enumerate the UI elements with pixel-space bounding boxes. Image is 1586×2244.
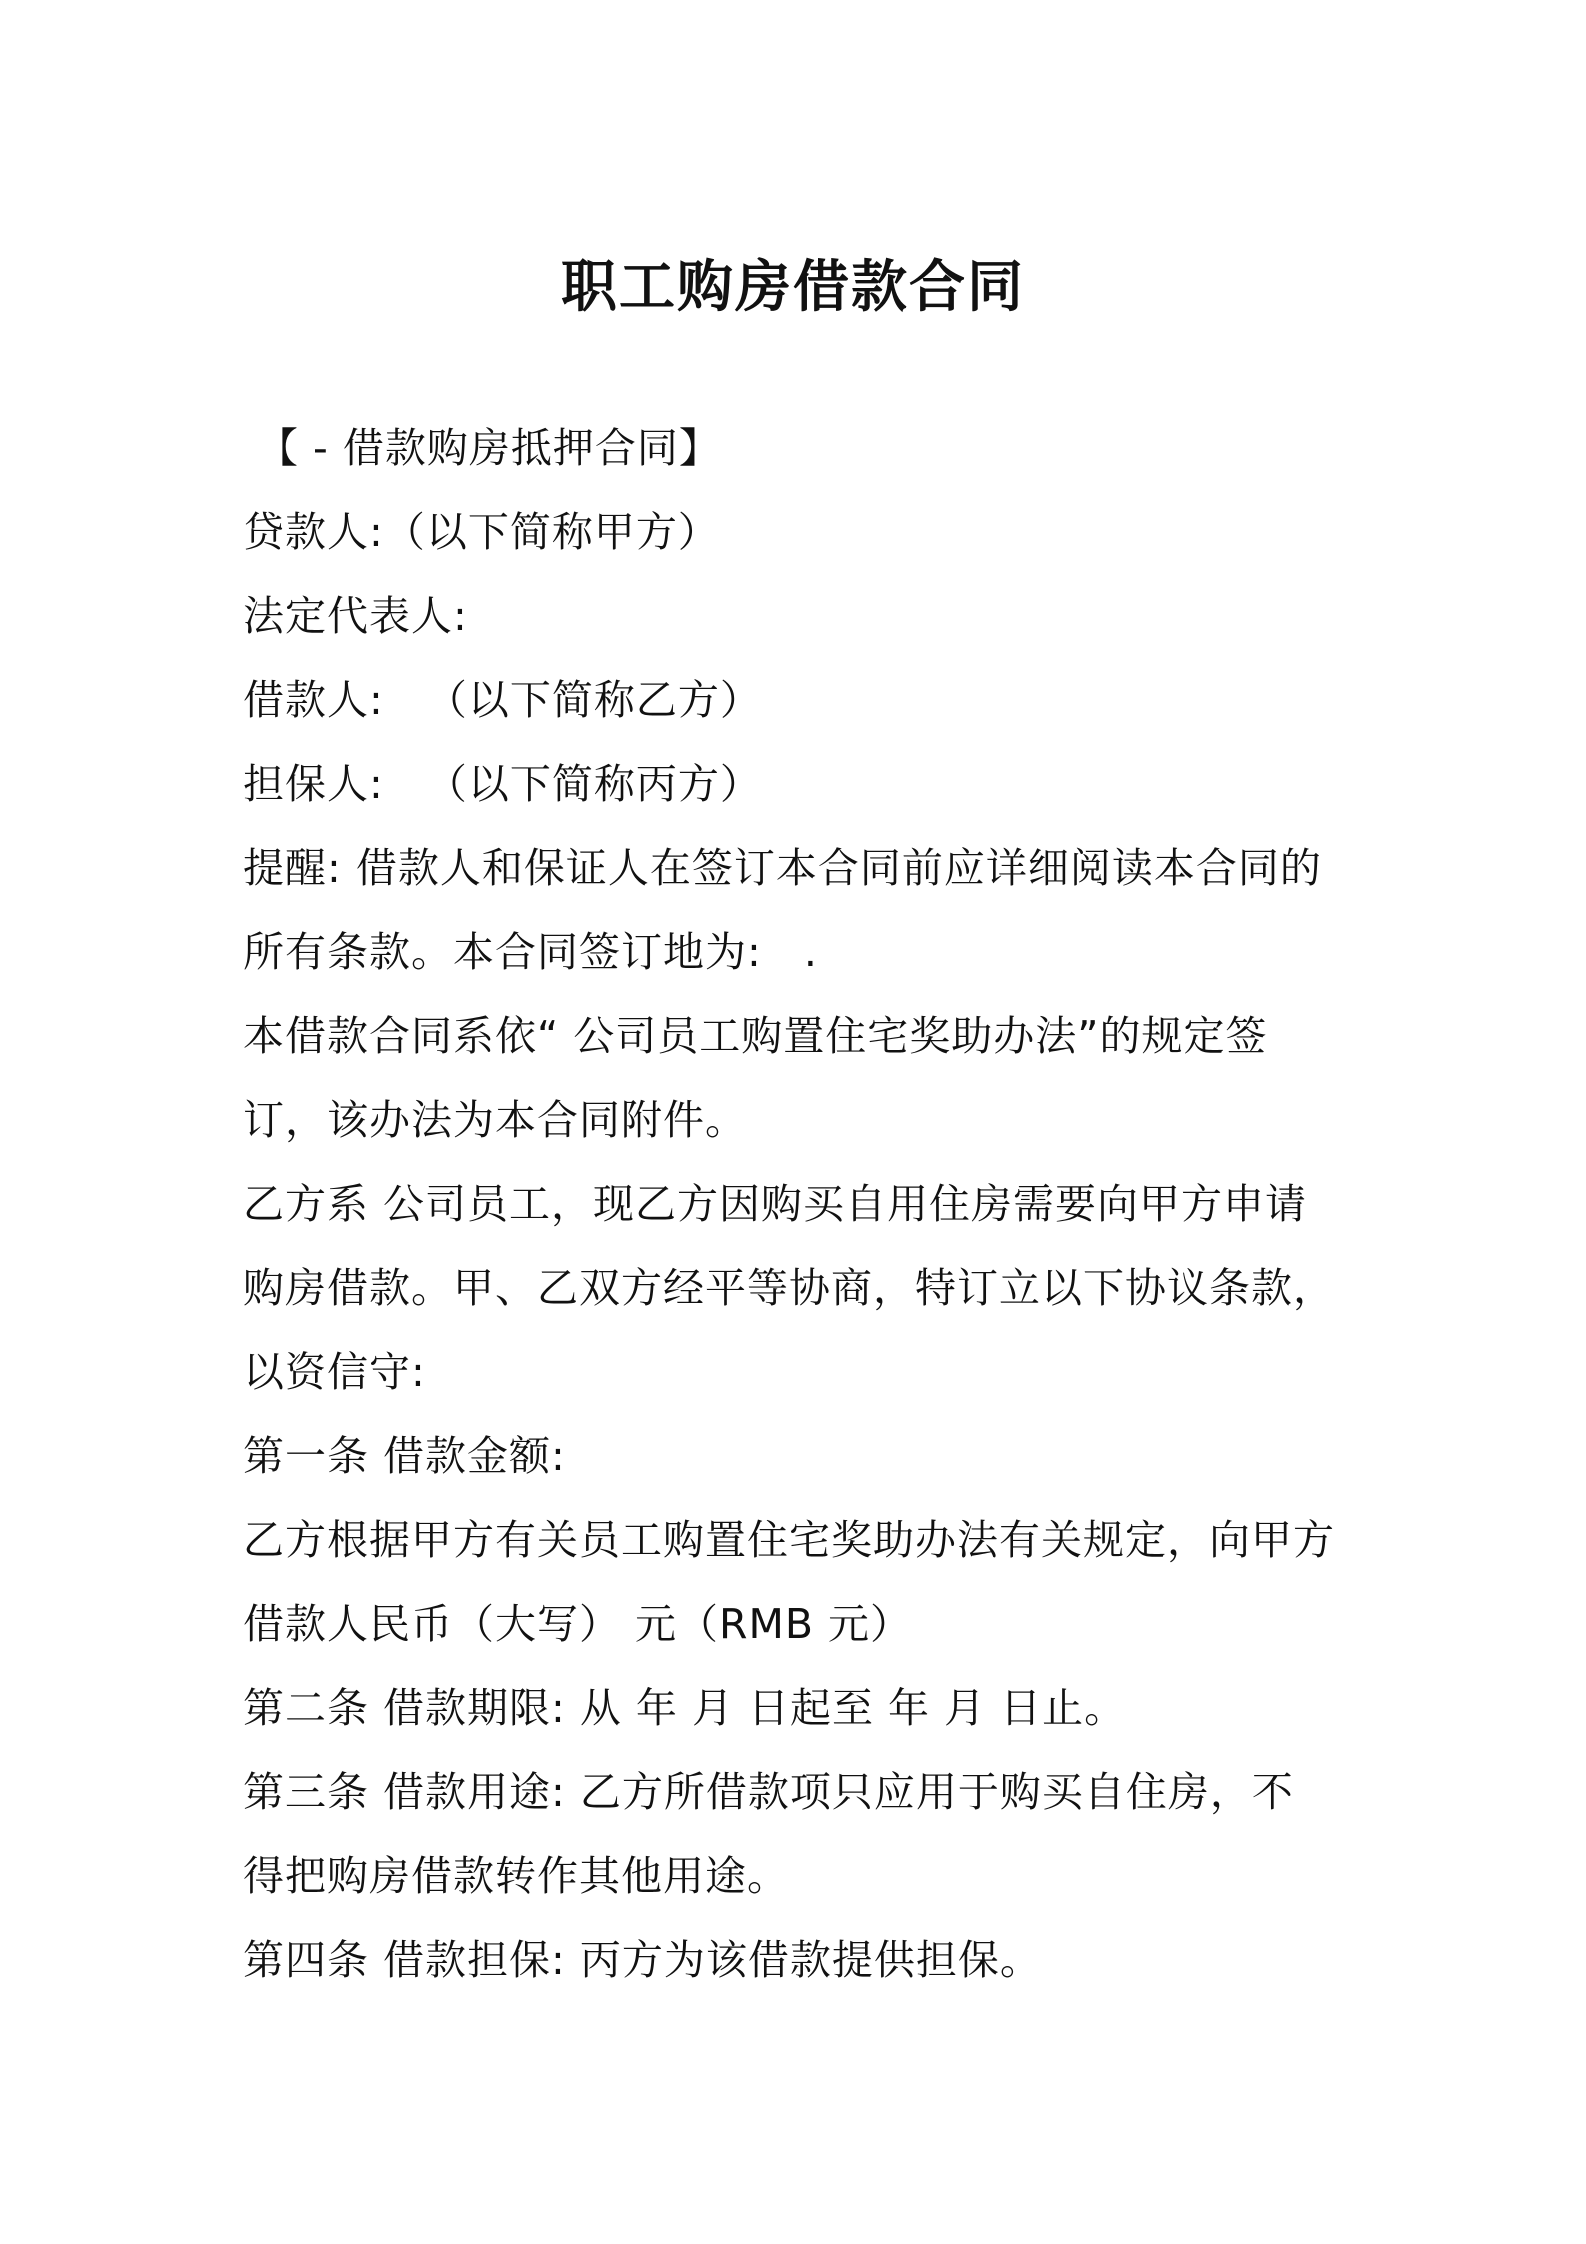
reminder-line-1: 提醒: 借款人和保证人在签订本合同前应详细阅读本合同的	[243, 844, 1322, 892]
basis-line-2: 订，该办法为本合同附件。	[243, 1096, 747, 1144]
purpose-line-1: 乙方系 公司员工，现乙方因购买自用住房需要向甲方申请	[243, 1180, 1308, 1228]
subtitle-line: 【 - 借款购房抵押合同】	[257, 424, 721, 472]
borrower-line: 借款人: （以下简称乙方）	[243, 676, 762, 724]
document-title: 职工购房借款合同	[561, 255, 1025, 320]
article-1-line-1: 乙方根据甲方有关员工购置住宅奖助办法有关规定，向甲方	[243, 1516, 1335, 1564]
purpose-line-3: 以资信守:	[243, 1348, 426, 1396]
document-body	[243, 406, 1363, 2002]
reminder-line-2: 所有条款。本合同签订地为: .	[243, 928, 818, 976]
article-1-line-2: 借款人民币（大写） 元（RMB 元）	[243, 1600, 913, 1648]
basis-line-1: 本借款合同系依“ 公司员工购置住宅奖助办法”的规定签	[243, 1012, 1268, 1060]
article-4-line: 第四条 借款担保: 丙方为该借款提供担保。	[243, 1936, 1042, 1984]
article-2-line: 第二条 借款期限: 从 年 月 日起至 年 月 日止。	[243, 1684, 1127, 1732]
lender-line: 贷款人:（以下简称甲方）	[243, 508, 720, 556]
article-1-heading: 第一条 借款金额:	[243, 1432, 566, 1480]
legal-representative-line: 法定代表人:	[243, 592, 468, 640]
guarantor-line: 担保人: （以下简称丙方）	[243, 760, 762, 808]
article-3-line-2: 得把购房借款转作其他用途。	[243, 1852, 789, 1900]
article-3-line-1: 第三条 借款用途: 乙方所借款项只应用于购买自住房，不	[243, 1768, 1294, 1816]
purpose-line-2: 购房借款。甲、乙双方经平等协商，特订立以下协议条款，	[243, 1264, 1335, 1312]
